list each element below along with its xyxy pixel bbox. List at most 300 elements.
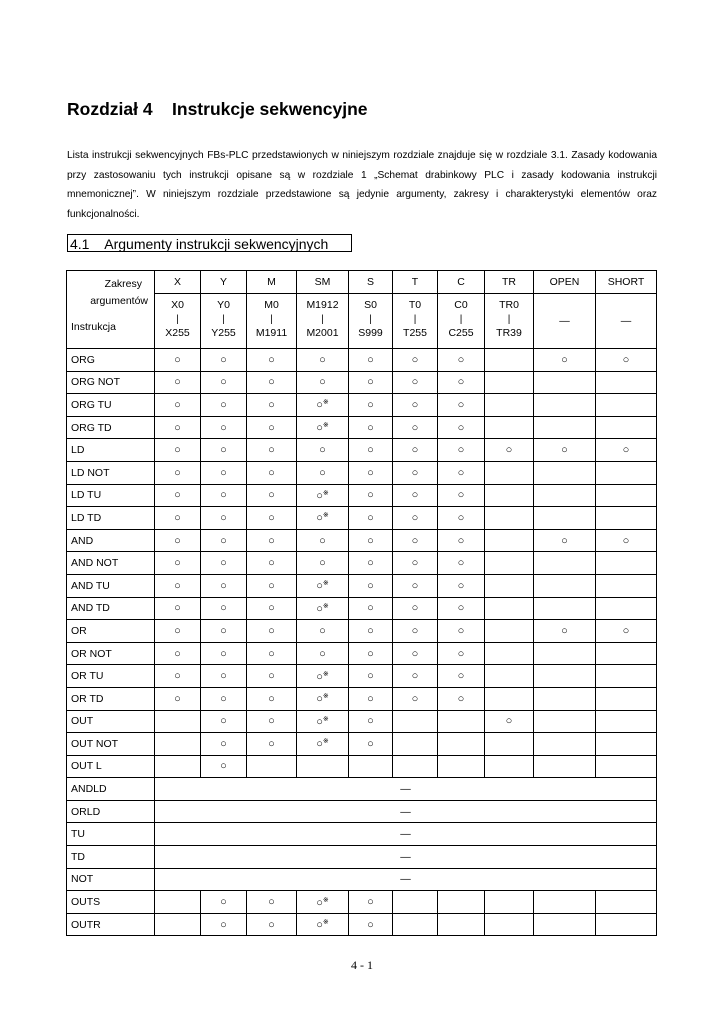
cell-open [534, 349, 596, 372]
range-to: TR39 [496, 327, 522, 339]
supported-mark: ○ [220, 353, 227, 366]
instruction-name: OUT [67, 710, 155, 733]
range-to: X255 [165, 327, 190, 339]
range-from: T0 [408, 299, 422, 311]
range-to: T255 [403, 327, 427, 339]
cell-t [393, 529, 438, 552]
cell-short [596, 461, 657, 484]
cell-x [155, 461, 201, 484]
supported-mark: ○ [268, 557, 275, 570]
corner-label-argumentow: argumentów [90, 295, 148, 307]
supported-mark: ○ [411, 534, 419, 547]
corner-label-zakresy: Zakresy [104, 278, 142, 290]
cell-c [438, 913, 485, 936]
cell-s [349, 665, 393, 688]
cell-s [349, 913, 393, 936]
cell-t [393, 439, 438, 462]
cell-s [349, 597, 393, 620]
range-short: — [596, 294, 657, 349]
supported-mark: ○ [411, 692, 419, 705]
supported-mark: ○ [457, 353, 465, 366]
cell-x [155, 665, 201, 688]
supported-mark: ○ [174, 421, 181, 434]
cell-c [438, 642, 485, 665]
instruction-name: OR [67, 620, 155, 643]
cell-s [349, 507, 393, 530]
cell-open [534, 371, 596, 394]
cell-t [393, 620, 438, 643]
cell-c [438, 552, 485, 575]
cell-s [349, 891, 393, 914]
cell-y [201, 507, 247, 530]
cell-tr [485, 597, 534, 620]
cell-m [247, 439, 297, 462]
cell-s [349, 687, 393, 710]
supported-mark: ○ [367, 511, 374, 524]
supported-mark: ○ [174, 534, 181, 547]
supported-mark: ○ [316, 489, 323, 502]
cell-m [247, 349, 297, 372]
cell-c [438, 597, 485, 620]
supported-mark: ○ [505, 715, 513, 728]
supported-mark: ○ [316, 580, 323, 593]
cell-s [349, 349, 393, 372]
cell-t [393, 733, 438, 756]
cell-tr [485, 733, 534, 756]
supported-mark: ○ [220, 602, 227, 615]
cell-short [596, 371, 657, 394]
supported-mark: ○ [220, 760, 227, 773]
page-number: 4 - 1 [351, 958, 373, 972]
instruction-name: TU [67, 823, 155, 846]
supported-mark: ○ [220, 398, 227, 411]
table-row [67, 846, 657, 869]
note-mark: ※ [322, 738, 329, 746]
cell-x [155, 891, 201, 914]
supported-mark: ○ [220, 715, 227, 728]
column-header-c: C [438, 271, 485, 294]
supported-mark: ○ [174, 624, 181, 637]
supported-mark: ○ [268, 737, 275, 750]
cell-short [596, 710, 657, 733]
supported-mark: ○ [316, 715, 323, 728]
supported-mark: ○ [316, 738, 323, 751]
table-row [67, 733, 657, 756]
cell-c [438, 665, 485, 688]
supported-mark: ○ [174, 670, 181, 683]
cell-t [393, 755, 438, 778]
table-row [67, 755, 657, 778]
supported-mark: ○ [319, 534, 326, 547]
supported-mark: ○ [268, 444, 275, 457]
cell-c [438, 484, 485, 507]
supported-mark: ○ [268, 353, 275, 366]
supported-mark: ○ [220, 737, 227, 750]
supported-mark: ○ [505, 444, 513, 457]
column-header-y: Y [201, 271, 247, 294]
cell-t [393, 687, 438, 710]
supported-mark: ○ [220, 647, 227, 660]
cell-x [155, 597, 201, 620]
supported-mark: ○ [367, 918, 374, 931]
instruction-name: LD [67, 439, 155, 462]
supported-mark: ○ [411, 511, 419, 524]
range-sm [297, 294, 349, 349]
cell-m [247, 687, 297, 710]
cell-tr [485, 665, 534, 688]
supported-mark: ○ [457, 398, 465, 411]
supported-mark: ○ [174, 692, 181, 705]
cell-s [349, 642, 393, 665]
range-from: X0 [171, 299, 184, 311]
cell-open [534, 574, 596, 597]
cell-s [349, 371, 393, 394]
cell-s [349, 529, 393, 552]
no-arguments-cell: — [155, 846, 657, 869]
cell-c [438, 710, 485, 733]
section-heading: 4.1 Argumenty instrukcji sekwencyjnych [67, 234, 352, 252]
supported-mark: ○ [268, 692, 275, 705]
cell-x [155, 755, 201, 778]
cell-sm [297, 597, 349, 620]
supported-mark: ○ [268, 376, 275, 389]
supported-mark: ○ [411, 444, 419, 457]
supported-mark: ○ [367, 489, 374, 502]
cell-t [393, 642, 438, 665]
cell-sm [297, 733, 349, 756]
cell-c [438, 461, 485, 484]
table-row [67, 507, 657, 530]
table-row [67, 484, 657, 507]
supported-mark: ○ [316, 919, 323, 932]
cell-tr [485, 349, 534, 372]
cell-c [438, 507, 485, 530]
cell-c [438, 439, 485, 462]
range-from: M0 [264, 299, 279, 311]
range-separator: | [222, 314, 225, 325]
range-separator: | [369, 314, 372, 325]
cell-t [393, 574, 438, 597]
supported-mark: ○ [268, 466, 275, 479]
cell-sm [297, 416, 349, 439]
cell-m [247, 552, 297, 575]
range-separator: | [176, 314, 179, 325]
cell-y [201, 371, 247, 394]
cell-sm [297, 913, 349, 936]
supported-mark: ○ [174, 466, 181, 479]
supported-mark: ○ [411, 579, 419, 592]
no-arguments-cell: — [155, 823, 657, 846]
intro-paragraph: Lista instrukcji sekwencyjnych FBs-PLC przedstawionych w niniejszym rozdziale znajduje się w rozdziale 3.1. Zasady kodowania przy zastosowaniu tych instrukcji opisane są w rozdziale 1 „Schemat drabinkowy PLC i zasady kodowania instrukcji mnemonicznej”. W niniejszym rozdziale przedstawione są jedynie argumenty, zakresy i charakterystyki elementów oraz funkcjonalności. [67, 150, 657, 220]
supported-mark: ○ [367, 466, 374, 479]
cell-open [534, 755, 596, 778]
supported-mark: ○ [367, 421, 374, 434]
cell-sm [297, 642, 349, 665]
table-row [67, 529, 657, 552]
supported-mark: ○ [622, 534, 630, 547]
cell-open [534, 687, 596, 710]
cell-sm [297, 891, 349, 914]
cell-m [247, 394, 297, 417]
cell-c [438, 687, 485, 710]
supported-mark: ○ [316, 896, 323, 909]
supported-mark: ○ [268, 579, 275, 592]
supported-mark: ○ [411, 602, 419, 615]
cell-s [349, 710, 393, 733]
cell-sm [297, 349, 349, 372]
cell-open [534, 484, 596, 507]
supported-mark: ○ [622, 624, 630, 637]
cell-y [201, 439, 247, 462]
supported-mark: ○ [220, 489, 227, 502]
note-mark: ※ [322, 670, 329, 678]
supported-mark: ○ [319, 444, 326, 457]
supported-mark: ○ [367, 376, 374, 389]
cell-s [349, 484, 393, 507]
cell-y [201, 710, 247, 733]
supported-mark: ○ [319, 647, 326, 660]
supported-mark: ○ [174, 376, 181, 389]
supported-mark: ○ [367, 398, 374, 411]
cell-y [201, 642, 247, 665]
cell-s [349, 394, 393, 417]
cell-short [596, 733, 657, 756]
range-x [155, 294, 201, 349]
cell-m [247, 371, 297, 394]
column-header-t: T [393, 271, 438, 294]
supported-mark: ○ [268, 534, 275, 547]
cell-y [201, 552, 247, 575]
cell-short [596, 687, 657, 710]
cell-y [201, 620, 247, 643]
range-to: M2001 [306, 327, 339, 339]
supported-mark: ○ [367, 557, 374, 570]
supported-mark: ○ [411, 466, 419, 479]
cell-open [534, 552, 596, 575]
supported-mark: ○ [220, 421, 227, 434]
supported-mark: ○ [457, 444, 465, 457]
cell-m [247, 710, 297, 733]
instruction-name: AND TU [67, 574, 155, 597]
instruction-name: LD TU [67, 484, 155, 507]
cell-sm [297, 552, 349, 575]
supported-mark: ○ [367, 444, 374, 457]
supported-mark: ○ [220, 579, 227, 592]
cell-sm [297, 394, 349, 417]
supported-mark: ○ [457, 670, 465, 683]
cell-tr [485, 371, 534, 394]
supported-mark: ○ [319, 376, 326, 389]
range-from: C0 [454, 299, 468, 311]
column-header-tr: TR [485, 271, 534, 294]
supported-mark: ○ [220, 557, 227, 570]
cell-open [534, 913, 596, 936]
cell-tr [485, 755, 534, 778]
supported-mark: ○ [411, 670, 419, 683]
supported-mark: ○ [367, 579, 374, 592]
cell-open [534, 891, 596, 914]
cell-s [349, 733, 393, 756]
table-row [67, 461, 657, 484]
cell-c [438, 620, 485, 643]
supported-mark: ○ [268, 896, 275, 909]
cell-t [393, 913, 438, 936]
supported-mark: ○ [319, 353, 326, 366]
instruction-name: ORLD [67, 800, 155, 823]
cell-tr [485, 710, 534, 733]
supported-mark: ○ [268, 421, 275, 434]
supported-mark: ○ [457, 421, 465, 434]
cell-y [201, 913, 247, 936]
cell-short [596, 552, 657, 575]
cell-y [201, 529, 247, 552]
cell-x [155, 484, 201, 507]
cell-m [247, 529, 297, 552]
cell-open [534, 733, 596, 756]
table-row [67, 620, 657, 643]
cell-tr [485, 439, 534, 462]
note-mark: ※ [322, 602, 329, 610]
cell-m [247, 507, 297, 530]
cell-t [393, 665, 438, 688]
range-separator: | [270, 314, 273, 325]
table-row [67, 823, 657, 846]
cell-short [596, 507, 657, 530]
cell-m [247, 755, 297, 778]
cell-short [596, 394, 657, 417]
instruction-name: AND [67, 529, 155, 552]
cell-c [438, 371, 485, 394]
cell-y [201, 461, 247, 484]
instruction-name: AND TD [67, 597, 155, 620]
no-arguments-cell: — [155, 778, 657, 801]
table-row [67, 687, 657, 710]
cell-x [155, 507, 201, 530]
cell-c [438, 755, 485, 778]
cell-open [534, 461, 596, 484]
supported-mark: ○ [268, 647, 275, 660]
supported-mark: ○ [411, 421, 419, 434]
range-to: M1911 [255, 327, 288, 339]
supported-mark: ○ [174, 557, 181, 570]
supported-mark: ○ [174, 647, 181, 660]
table-row [67, 574, 657, 597]
note-mark: ※ [322, 693, 329, 701]
table-row [67, 891, 657, 914]
supported-mark: ○ [268, 398, 275, 411]
supported-mark: ○ [367, 896, 374, 909]
table-row [67, 868, 657, 891]
supported-mark: ○ [174, 602, 181, 615]
cell-t [393, 349, 438, 372]
supported-mark: ○ [316, 693, 323, 706]
range-from: TR0 [499, 299, 519, 311]
supported-mark: ○ [411, 647, 419, 660]
cell-x [155, 687, 201, 710]
cell-open [534, 665, 596, 688]
note-mark: ※ [322, 580, 329, 588]
cell-tr [485, 574, 534, 597]
cell-sm [297, 371, 349, 394]
range-from: M1912 [306, 299, 339, 311]
no-arguments-cell: — [155, 800, 657, 823]
instruction-name: TD [67, 846, 155, 869]
column-header-s: S [349, 271, 393, 294]
supported-mark: ○ [268, 715, 275, 728]
cell-short [596, 755, 657, 778]
cell-short [596, 620, 657, 643]
cell-short [596, 439, 657, 462]
cell-sm [297, 574, 349, 597]
cell-x [155, 574, 201, 597]
cell-x [155, 733, 201, 756]
cell-t [393, 891, 438, 914]
range-m [247, 294, 297, 349]
table-row [67, 394, 657, 417]
cell-sm [297, 484, 349, 507]
supported-mark: ○ [319, 466, 326, 479]
cell-t [393, 507, 438, 530]
instruction-name: OUT NOT [67, 733, 155, 756]
cell-c [438, 574, 485, 597]
instruction-name: OR TD [67, 687, 155, 710]
cell-x [155, 620, 201, 643]
supported-mark: ○ [174, 398, 181, 411]
supported-mark: ○ [174, 444, 181, 457]
cell-sm [297, 620, 349, 643]
table-row [67, 778, 657, 801]
cell-t [393, 484, 438, 507]
cell-tr [485, 507, 534, 530]
instruction-name: NOT [67, 868, 155, 891]
instruction-name: OR NOT [67, 642, 155, 665]
supported-mark: ○ [268, 602, 275, 615]
cell-y [201, 733, 247, 756]
cell-sm [297, 529, 349, 552]
cell-m [247, 484, 297, 507]
cell-tr [485, 687, 534, 710]
range-separator: | [459, 314, 463, 325]
supported-mark: ○ [316, 670, 323, 683]
cell-x [155, 913, 201, 936]
supported-mark: ○ [561, 534, 568, 547]
range-tr [485, 294, 534, 349]
supported-mark: ○ [411, 557, 419, 570]
cell-x [155, 439, 201, 462]
cell-m [247, 891, 297, 914]
table-row [67, 913, 657, 936]
cell-sm [297, 507, 349, 530]
cell-tr [485, 394, 534, 417]
supported-mark: ○ [220, 466, 227, 479]
cell-y [201, 394, 247, 417]
cell-short [596, 574, 657, 597]
table-header [67, 271, 657, 349]
supported-mark: ○ [220, 670, 227, 683]
supported-mark: ○ [622, 353, 630, 366]
table-row [67, 349, 657, 372]
cell-sm [297, 665, 349, 688]
range-to: C255 [448, 327, 474, 339]
range-open: — [534, 294, 596, 349]
cell-c [438, 891, 485, 914]
range-from: S0 [364, 299, 377, 311]
supported-mark: ○ [174, 353, 181, 366]
cell-m [247, 416, 297, 439]
cell-short [596, 529, 657, 552]
cell-sm [297, 439, 349, 462]
cell-open [534, 529, 596, 552]
